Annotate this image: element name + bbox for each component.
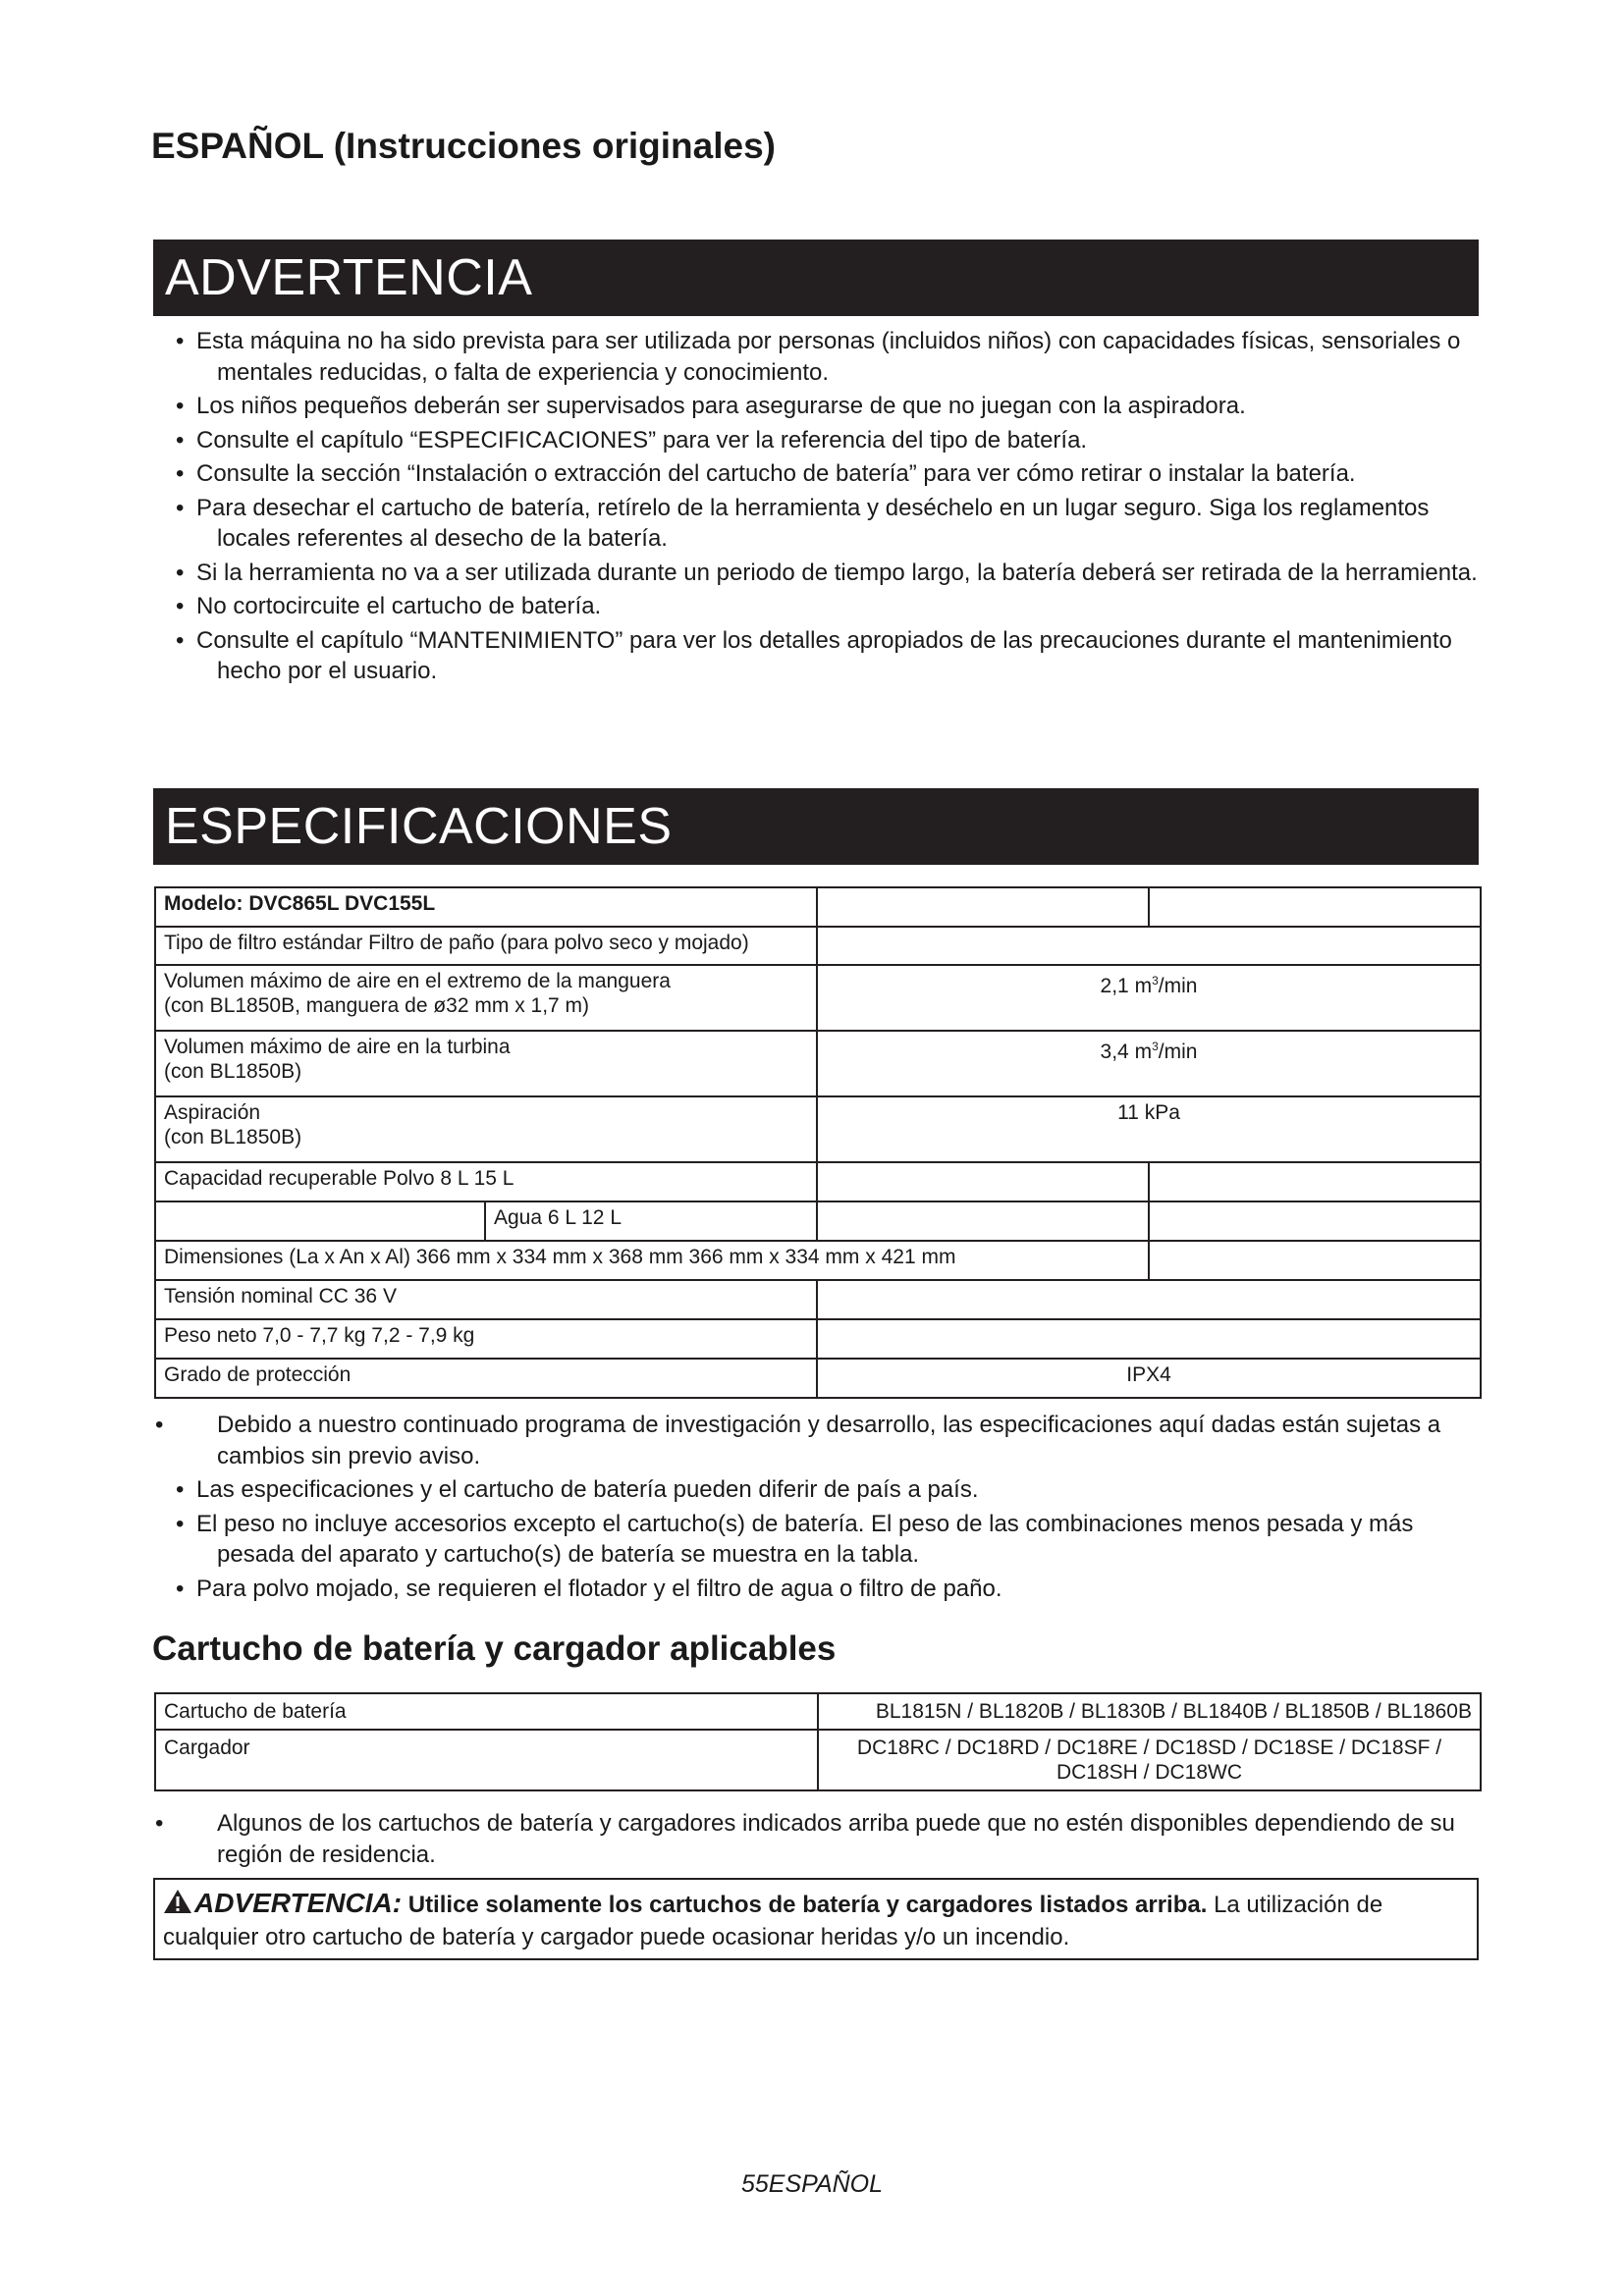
voltage-cell: Tensión nominal CC 36 V <box>155 1280 817 1319</box>
air-turbine-value: 3,4 $m^3/\min$ <box>817 1031 1481 1096</box>
specifications-notes <box>155 1410 1481 1607</box>
page-heading: ESPAÑOL (Instrucciones originales) <box>151 126 776 166</box>
protection-value: IPX4 <box>817 1359 1481 1398</box>
list-item: • Para polvo mojado, se requieren el flotador y el filtro de agua o filtro de paño. <box>176 1575 1002 1602</box>
table-row <box>155 1201 1481 1241</box>
table-row <box>155 1280 1481 1319</box>
list-item: • No cortocircuite el cartucho de batería. <box>176 593 602 619</box>
warning-box <box>153 1878 1479 1960</box>
battery-label: Cartucho de batería <box>155 1693 818 1730</box>
protection-label: Grado de protección <box>155 1359 817 1398</box>
list-item: • Consulte la sección “Instalación o extracción del cartucho de batería” para ver cómo retirar o instalar la batería. <box>176 460 1356 487</box>
battery-section-title: Cartucho de batería y cargador aplicables <box>152 1629 837 1668</box>
advertencia-list <box>155 326 1481 690</box>
capacity-dust-cell: Capacidad recuperable Polvo 8 L 15 L <box>155 1162 817 1201</box>
battery-charger-table <box>154 1692 1482 1791</box>
filter-cell: Tipo de filtro estándar Filtro de paño (para polvo seco y mojado) <box>155 927 817 965</box>
charger-value: DC18RC / DC18RD / DC18RE / DC18SD / DC18SE / DC18SF / DC18SH / DC18WC <box>818 1730 1481 1790</box>
weight-cell: Peso neto 7,0 - 7,7 kg 7,2 - 7,9 kg <box>155 1319 817 1359</box>
table-row <box>155 1319 1481 1359</box>
list-item: • Para desechar el cartucho de batería, retírelo de la herramienta y deséchelo en un lugar seguro. Siga los reglamentos locales referentes al desecho de la batería. <box>176 494 1430 552</box>
list-item: • El peso no incluye accesorios excepto el cartucho(s) de batería. El peso de las combinaciones menos pesada y más pesada del aparato y cartucho(s) de batería se muestra en la tabla. <box>176 1510 1414 1568</box>
model-cell: Modelo: DVC865L DVC155L <box>155 887 817 927</box>
table-row <box>155 1096 1481 1162</box>
list-item: • Consulte el capítulo “ESPECIFICACIONES” para ver la referencia del tipo de batería. <box>176 426 1088 454</box>
warning-strong-text: Utilice solamente los cartuchos de batería y cargadores listados arriba. <box>407 1892 1208 1918</box>
table-row <box>155 1031 1481 1096</box>
list-item: • Algunos de los cartuchos de batería y cargadores indicados arriba puede que no estén disponibles dependiendo de su región de residencia. <box>155 1810 1455 1868</box>
list-item: • Los niños pequeños deberán ser supervisados para asegurarse de que no juegan con la aspiradora. <box>176 393 1246 419</box>
air-hose-value: 2,1 $m^3/\min$ <box>817 965 1481 1031</box>
table-row <box>155 965 1481 1031</box>
page-footer: 55ESPAÑOL <box>740 2170 884 2198</box>
warning-triangle-icon <box>163 1889 192 1922</box>
battery-notes <box>155 1808 1481 1873</box>
table-row <box>155 887 1481 927</box>
list-item: • Si la herramienta no va a ser utilizada durante un periodo de tiempo largo, la batería deberá ser retirada de la herramienta. <box>176 559 1478 586</box>
list-item: • Esta máquina no ha sido prevista para ser utilizada por personas (incluidos niños) con capacidades físicas, sensoriales o mentales reducidas, o falta de experiencia y conocimiento. <box>176 328 1461 386</box>
suction-value: 11 kPa <box>817 1096 1481 1162</box>
capacity-water-cell: Agua 6 L 12 L <box>485 1201 817 1241</box>
charger-label: Cargador <box>155 1730 818 1790</box>
table-row <box>155 1359 1481 1398</box>
table-row <box>155 927 1481 965</box>
table-row <box>155 1241 1481 1280</box>
warning-text: La utilización de cualquier otro cartucho de batería y cargador puede ocasionar heridas y/o un incendio. <box>163 1892 1383 1950</box>
list-item: • Consulte el capítulo “MANTENIMIENTO” para ver los detalles apropiados de las precauciones durante el mantenimiento hecho por el usuario. <box>176 626 1452 684</box>
list-item: • Las especificaciones y el cartucho de batería pueden diferir de país a país. <box>176 1476 979 1503</box>
battery-value: BL1815N / BL1820B / BL1830B / BL1840B / BL1850B / BL1860B <box>818 1693 1481 1730</box>
dimensions-cell: Dimensiones (La x An x Al) 366 mm x 334 mm x 368 mm 366 mm x 334 mm x 421 mm <box>155 1241 1149 1280</box>
air-turbine-label: Volumen máximo de aire en la turbina (con BL1850B) <box>155 1031 817 1096</box>
specifications-table <box>154 886 1482 1399</box>
air-hose-label: Volumen máximo de aire en el extremo de la manguera (con BL1850B, manguera de ø32 mm x 1,7 m) <box>155 965 817 1031</box>
especificaciones-title: ESPECIFICACIONES <box>153 788 1479 865</box>
list-item: • Debido a nuestro continuado programa de investigación y desarrollo, las especificaciones aquí dadas están sujetas a cambios sin previo aviso. <box>155 1412 1441 1469</box>
table-row <box>155 1730 1481 1790</box>
advertencia-title: ADVERTENCIA <box>153 240 1479 316</box>
table-row <box>155 1693 1481 1730</box>
suction-label: Aspiración (con BL1850B) <box>155 1096 817 1162</box>
table-row <box>155 1162 1481 1201</box>
warning-label: ADVERTENCIA: <box>194 1888 403 1918</box>
